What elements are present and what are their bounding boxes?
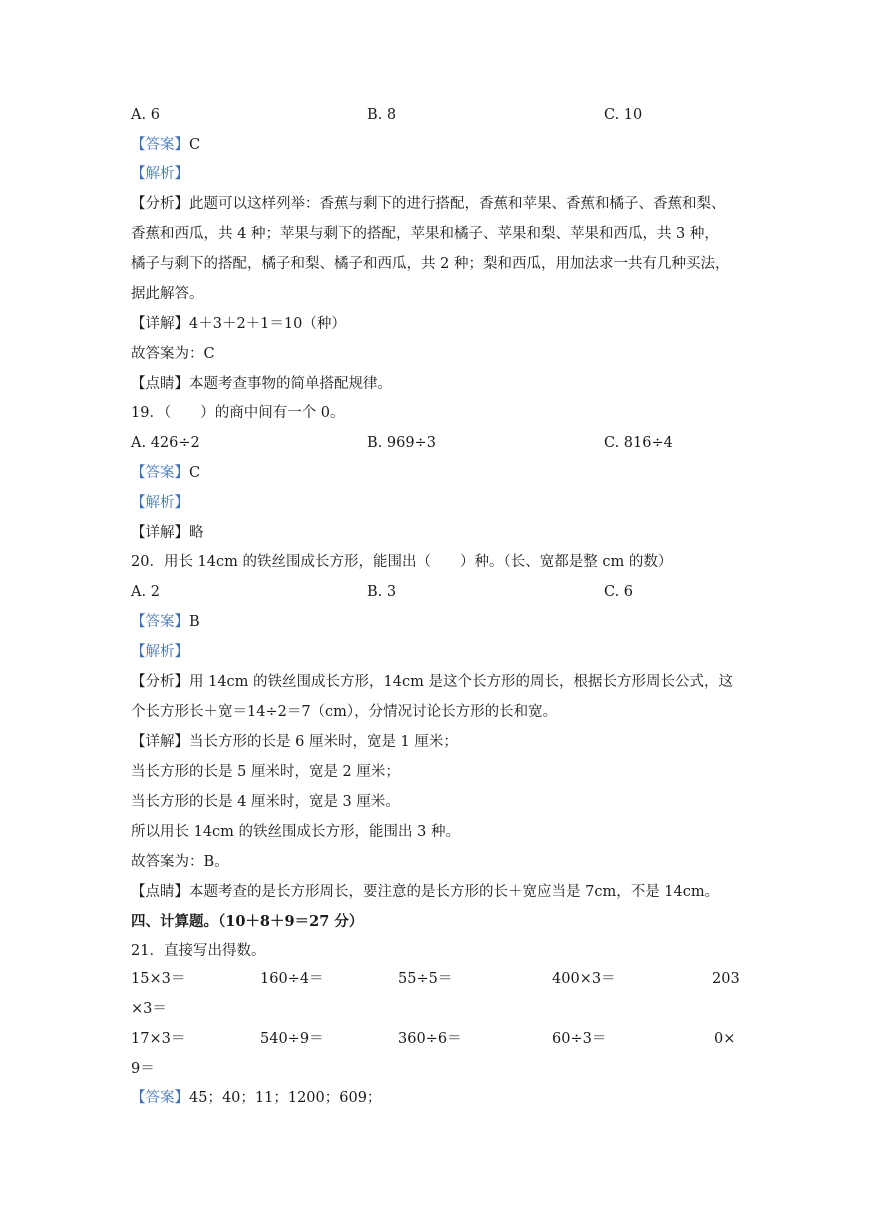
calc-item: 15×3＝ bbox=[131, 971, 186, 987]
q20-option-a: A. 2 bbox=[131, 584, 160, 600]
q19-answer-line bbox=[131, 463, 200, 483]
q20-xiangjie-line-2: 当长方形的长是 5 厘米时，宽是 2 厘米； bbox=[131, 764, 400, 780]
q19-analysis-tag: 【解析】 bbox=[131, 495, 189, 511]
question-21: 21．直接写出得数。 bbox=[131, 943, 266, 959]
final-answer: 故答案为：C bbox=[131, 346, 215, 362]
question-20: 20．用长 14cm 的铁丝围成长方形，能围出（ ）种。（长、宽都是整 cm 的数） bbox=[131, 554, 673, 570]
q20-option-b: B. 3 bbox=[367, 584, 397, 600]
calc-item: 400×3＝ bbox=[552, 971, 616, 987]
dianjing-text: 本题考查事物的简单搭配规律。 bbox=[189, 376, 392, 392]
question-19: 19．（ ）的商中间有一个 0。 bbox=[131, 405, 345, 421]
answer-value: C bbox=[189, 137, 201, 153]
q20-xiangjie-line bbox=[131, 732, 458, 752]
q20-option-c: C. 6 bbox=[604, 584, 634, 600]
answer-tag: 【答案】 bbox=[131, 614, 189, 630]
calc-item: 540÷9＝ bbox=[260, 1031, 324, 1047]
q20-analysis-tag: 【解析】 bbox=[131, 644, 189, 660]
q19-xiangjie-line bbox=[131, 523, 204, 543]
q20-fenxi-line-1 bbox=[131, 672, 733, 692]
dianjing-tag: 【点睛】 bbox=[131, 376, 189, 392]
calc-item: 160÷4＝ bbox=[260, 971, 324, 987]
answer-value: 45；40；11；1200；609； bbox=[189, 1090, 382, 1106]
analysis-tag: 【解析】 bbox=[131, 166, 189, 182]
xiangjie-tag: 【详解】 bbox=[131, 525, 189, 541]
xiangjie-tag: 【详解】 bbox=[131, 734, 189, 750]
calc-item: 0× bbox=[714, 1031, 736, 1047]
fenxi-line-1 bbox=[131, 194, 726, 214]
q21-answer-line bbox=[131, 1088, 381, 1108]
fenxi-line-2: 香蕉和西瓜，共 4 种；苹果与剩下的搭配，苹果和橘子、苹果和梨、苹果和西瓜，共 3 种， bbox=[131, 226, 719, 242]
xiangjie-text: 4＋3＋2＋1＝10（种） bbox=[189, 316, 346, 332]
xiangjie-text: 当长方形的长是 6 厘米时，宽是 1 厘米； bbox=[189, 734, 458, 750]
xiangjie-text: 略 bbox=[189, 525, 204, 541]
fenxi-line-3: 橘子与剩下的搭配，橘子和梨、橘子和西瓜，共 2 种；梨和西瓜，用加法求一共有几种买法， bbox=[131, 256, 730, 272]
fenxi-tag: 【分析】 bbox=[131, 674, 189, 690]
dianjing-line bbox=[131, 374, 392, 394]
calc-item-wrap: 9＝ bbox=[131, 1061, 155, 1077]
answer-tag: 【答案】 bbox=[131, 137, 189, 153]
option-a: A. 6 bbox=[131, 107, 160, 123]
answer-tag: 【答案】 bbox=[131, 1090, 189, 1106]
calc-item: 360÷6＝ bbox=[398, 1031, 462, 1047]
fenxi-line-4: 据此解答。 bbox=[131, 286, 204, 302]
fenxi-text: 此题可以这样列举：香蕉与剩下的进行搭配，香蕉和苹果、香蕉和橘子、香蕉和梨、 bbox=[189, 196, 726, 212]
q20-final-answer: 故答案为：B。 bbox=[131, 854, 229, 870]
answer-value: B bbox=[189, 614, 200, 630]
calc-item: 55÷5＝ bbox=[398, 971, 453, 987]
calc-item-wrap: ×3＝ bbox=[131, 1001, 167, 1017]
calc-item: 17×3＝ bbox=[131, 1031, 186, 1047]
q20-dianjing-line bbox=[131, 882, 719, 902]
fenxi-tag: 【分析】 bbox=[131, 196, 189, 212]
answer-tag: 【答案】 bbox=[131, 465, 189, 481]
fenxi-text: 用 14cm 的铁丝围成长方形，14cm 是这个长方形的周长，根据长方形周长公式，这 bbox=[189, 674, 733, 690]
q20-xiangjie-line-3: 当长方形的长是 4 厘米时，宽是 3 厘米。 bbox=[131, 794, 400, 810]
xiangjie-line bbox=[131, 314, 346, 334]
q19-option-c: C. 816÷4 bbox=[604, 435, 673, 451]
dianjing-tag: 【点睛】 bbox=[131, 884, 189, 900]
q20-answer-line bbox=[131, 612, 200, 632]
calc-item: 60÷3＝ bbox=[552, 1031, 607, 1047]
q20-fenxi-line-2: 个长方形长＋宽＝14÷2＝7（cm），分情况讨论长方形的长和宽。 bbox=[131, 704, 558, 720]
answer-line bbox=[131, 135, 200, 155]
option-b: B. 8 bbox=[367, 107, 397, 123]
xiangjie-tag: 【详解】 bbox=[131, 316, 189, 332]
q19-option-b: B. 969÷3 bbox=[367, 435, 436, 451]
dianjing-text: 本题考查的是长方形周长，要注意的是长方形的长＋宽应当是 7cm，不是 14cm。 bbox=[189, 884, 720, 900]
calc-item: 203 bbox=[712, 971, 740, 987]
answer-value: C bbox=[189, 465, 201, 481]
q20-xiangjie-line-4: 所以用长 14cm 的铁丝围成长方形，能围出 3 种。 bbox=[131, 824, 460, 840]
q19-option-a: A. 426÷2 bbox=[131, 435, 200, 451]
option-c: C. 10 bbox=[604, 107, 643, 123]
section-title: 四、计算题。（10＋8＋9＝27 分） bbox=[131, 913, 364, 930]
